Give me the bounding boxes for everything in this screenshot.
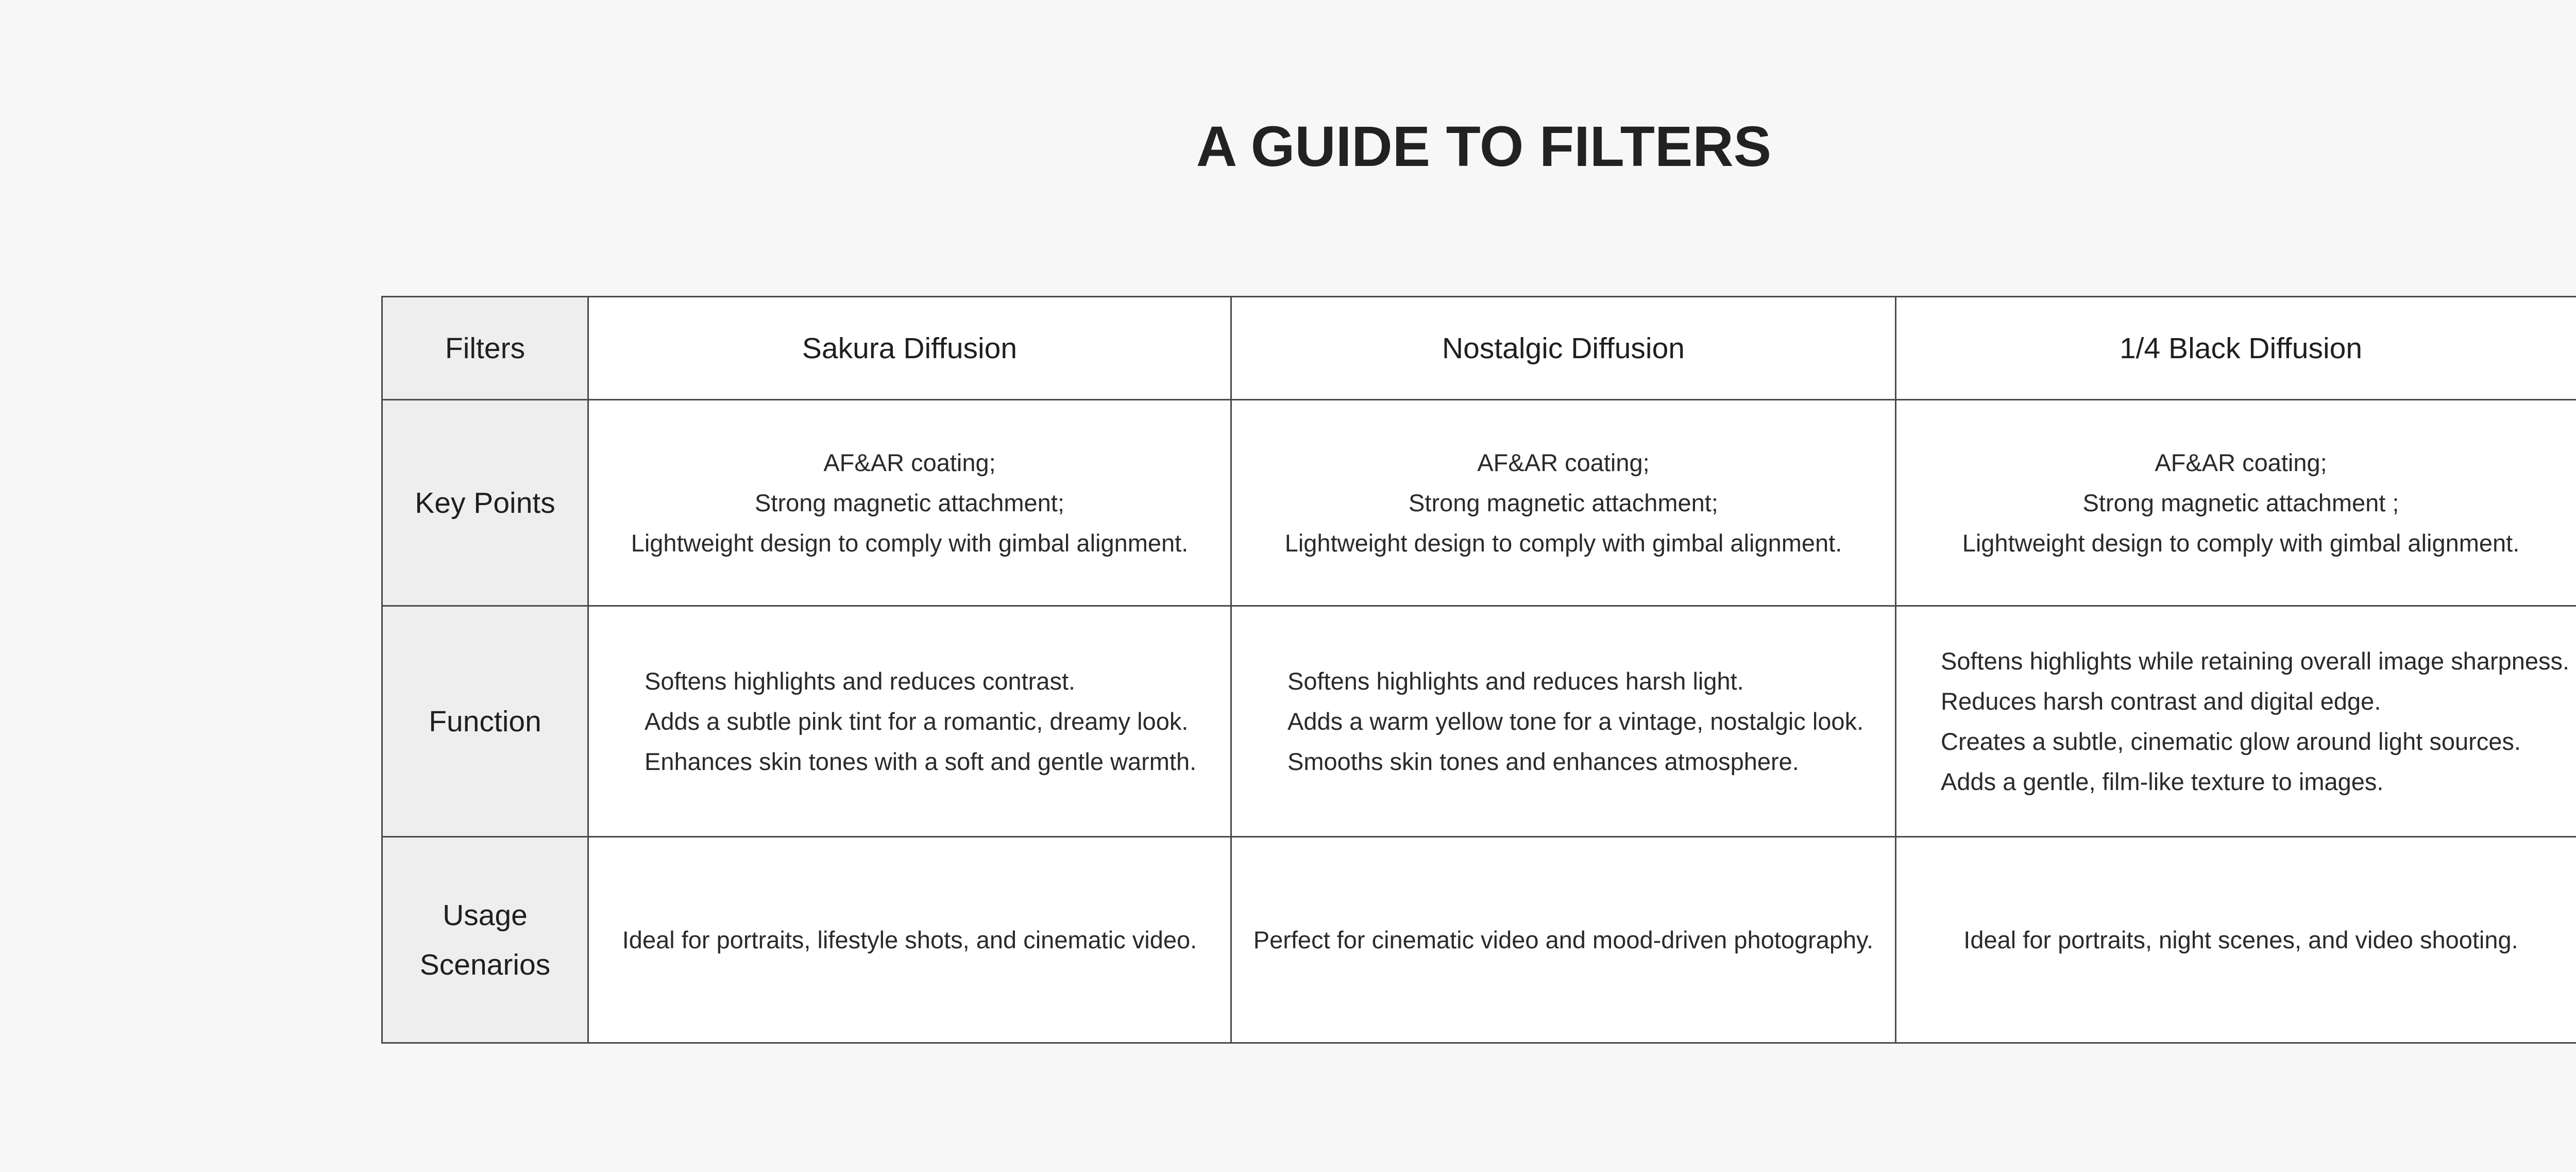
usage-black: Ideal for portraits, night scenes, and video shooting.: [1896, 837, 2576, 1043]
key-point-line: Strong magnetic attachment;: [755, 489, 1064, 516]
filter-name-sakura: Sakura Diffusion: [588, 297, 1231, 400]
function-line: Adds a warm yellow tone for a vintage, nostalgic look.: [1287, 707, 1864, 735]
function-line: Softens highlights and reduces contrast.: [645, 667, 1076, 695]
row-label-usage-scenarios: [382, 837, 588, 1043]
usage-sakura: Ideal for portraits, lifestyle shots, and cinematic video.: [588, 837, 1231, 1043]
key-point-line: Strong magnetic attachment;: [1409, 489, 1718, 516]
key-point-line: AF&AR coating;: [823, 448, 996, 476]
function-line: Adds a gentle, film-like texture to images.: [1941, 767, 2384, 795]
function-line: Smooths skin tones and enhances atmosphere.: [1287, 747, 1799, 775]
row-label-function: Function: [382, 606, 588, 837]
key-point-line: Lightweight design to comply with gimbal alignment.: [631, 529, 1189, 557]
table-header-row: [382, 297, 2576, 400]
filter-name-black: 1/4 Black Diffusion: [1896, 297, 2576, 400]
filter-name-nostalgic: Nostalgic Diffusion: [1231, 297, 1896, 400]
key-point-line: Lightweight design to comply with gimbal alignment.: [1962, 529, 2520, 557]
function-line: Softens highlights while retaining overall image sharpness.: [1941, 647, 2570, 675]
function-line: Enhances skin tones with a soft and gentle warmth.: [645, 747, 1197, 775]
usage-label-line: Scenarios: [419, 948, 551, 981]
usage-label-line: Usage: [443, 898, 528, 932]
key-point-line: Strong magnetic attachment ;: [2082, 489, 2399, 516]
table-row-function: [382, 606, 2576, 837]
key-point-line: AF&AR coating;: [2155, 448, 2327, 476]
function-nostalgic: [1231, 606, 1896, 837]
row-label-filters: Filters: [382, 297, 588, 400]
key-point-line: Lightweight design to comply with gimbal alignment.: [1284, 529, 1842, 557]
table-row-key-points: [382, 400, 2576, 606]
table-row-usage-scenarios: [382, 837, 2576, 1043]
function-black: [1896, 606, 2576, 837]
key-point-line: AF&AR coating;: [1477, 448, 1650, 476]
function-line: Softens highlights and reduces harsh light.: [1287, 667, 1744, 695]
usage-nostalgic: Perfect for cinematic video and mood-driven photography.: [1231, 837, 1896, 1043]
page-title: A GUIDE TO FILTERS: [1196, 115, 1772, 178]
row-label-key-points: Key Points: [382, 400, 588, 606]
function-line: Creates a subtle, cinematic glow around light sources.: [1941, 727, 2521, 755]
function-line: Reduces harsh contrast and digital edge.: [1941, 687, 2381, 715]
function-line: Adds a subtle pink tint for a romantic, dreamy look.: [645, 707, 1189, 735]
function-sakura: [588, 606, 1231, 837]
key-points-nostalgic: [1231, 400, 1896, 606]
key-points-black: [1896, 400, 2576, 606]
filters-comparison-table: [381, 296, 2576, 1044]
key-points-sakura: [588, 400, 1231, 606]
